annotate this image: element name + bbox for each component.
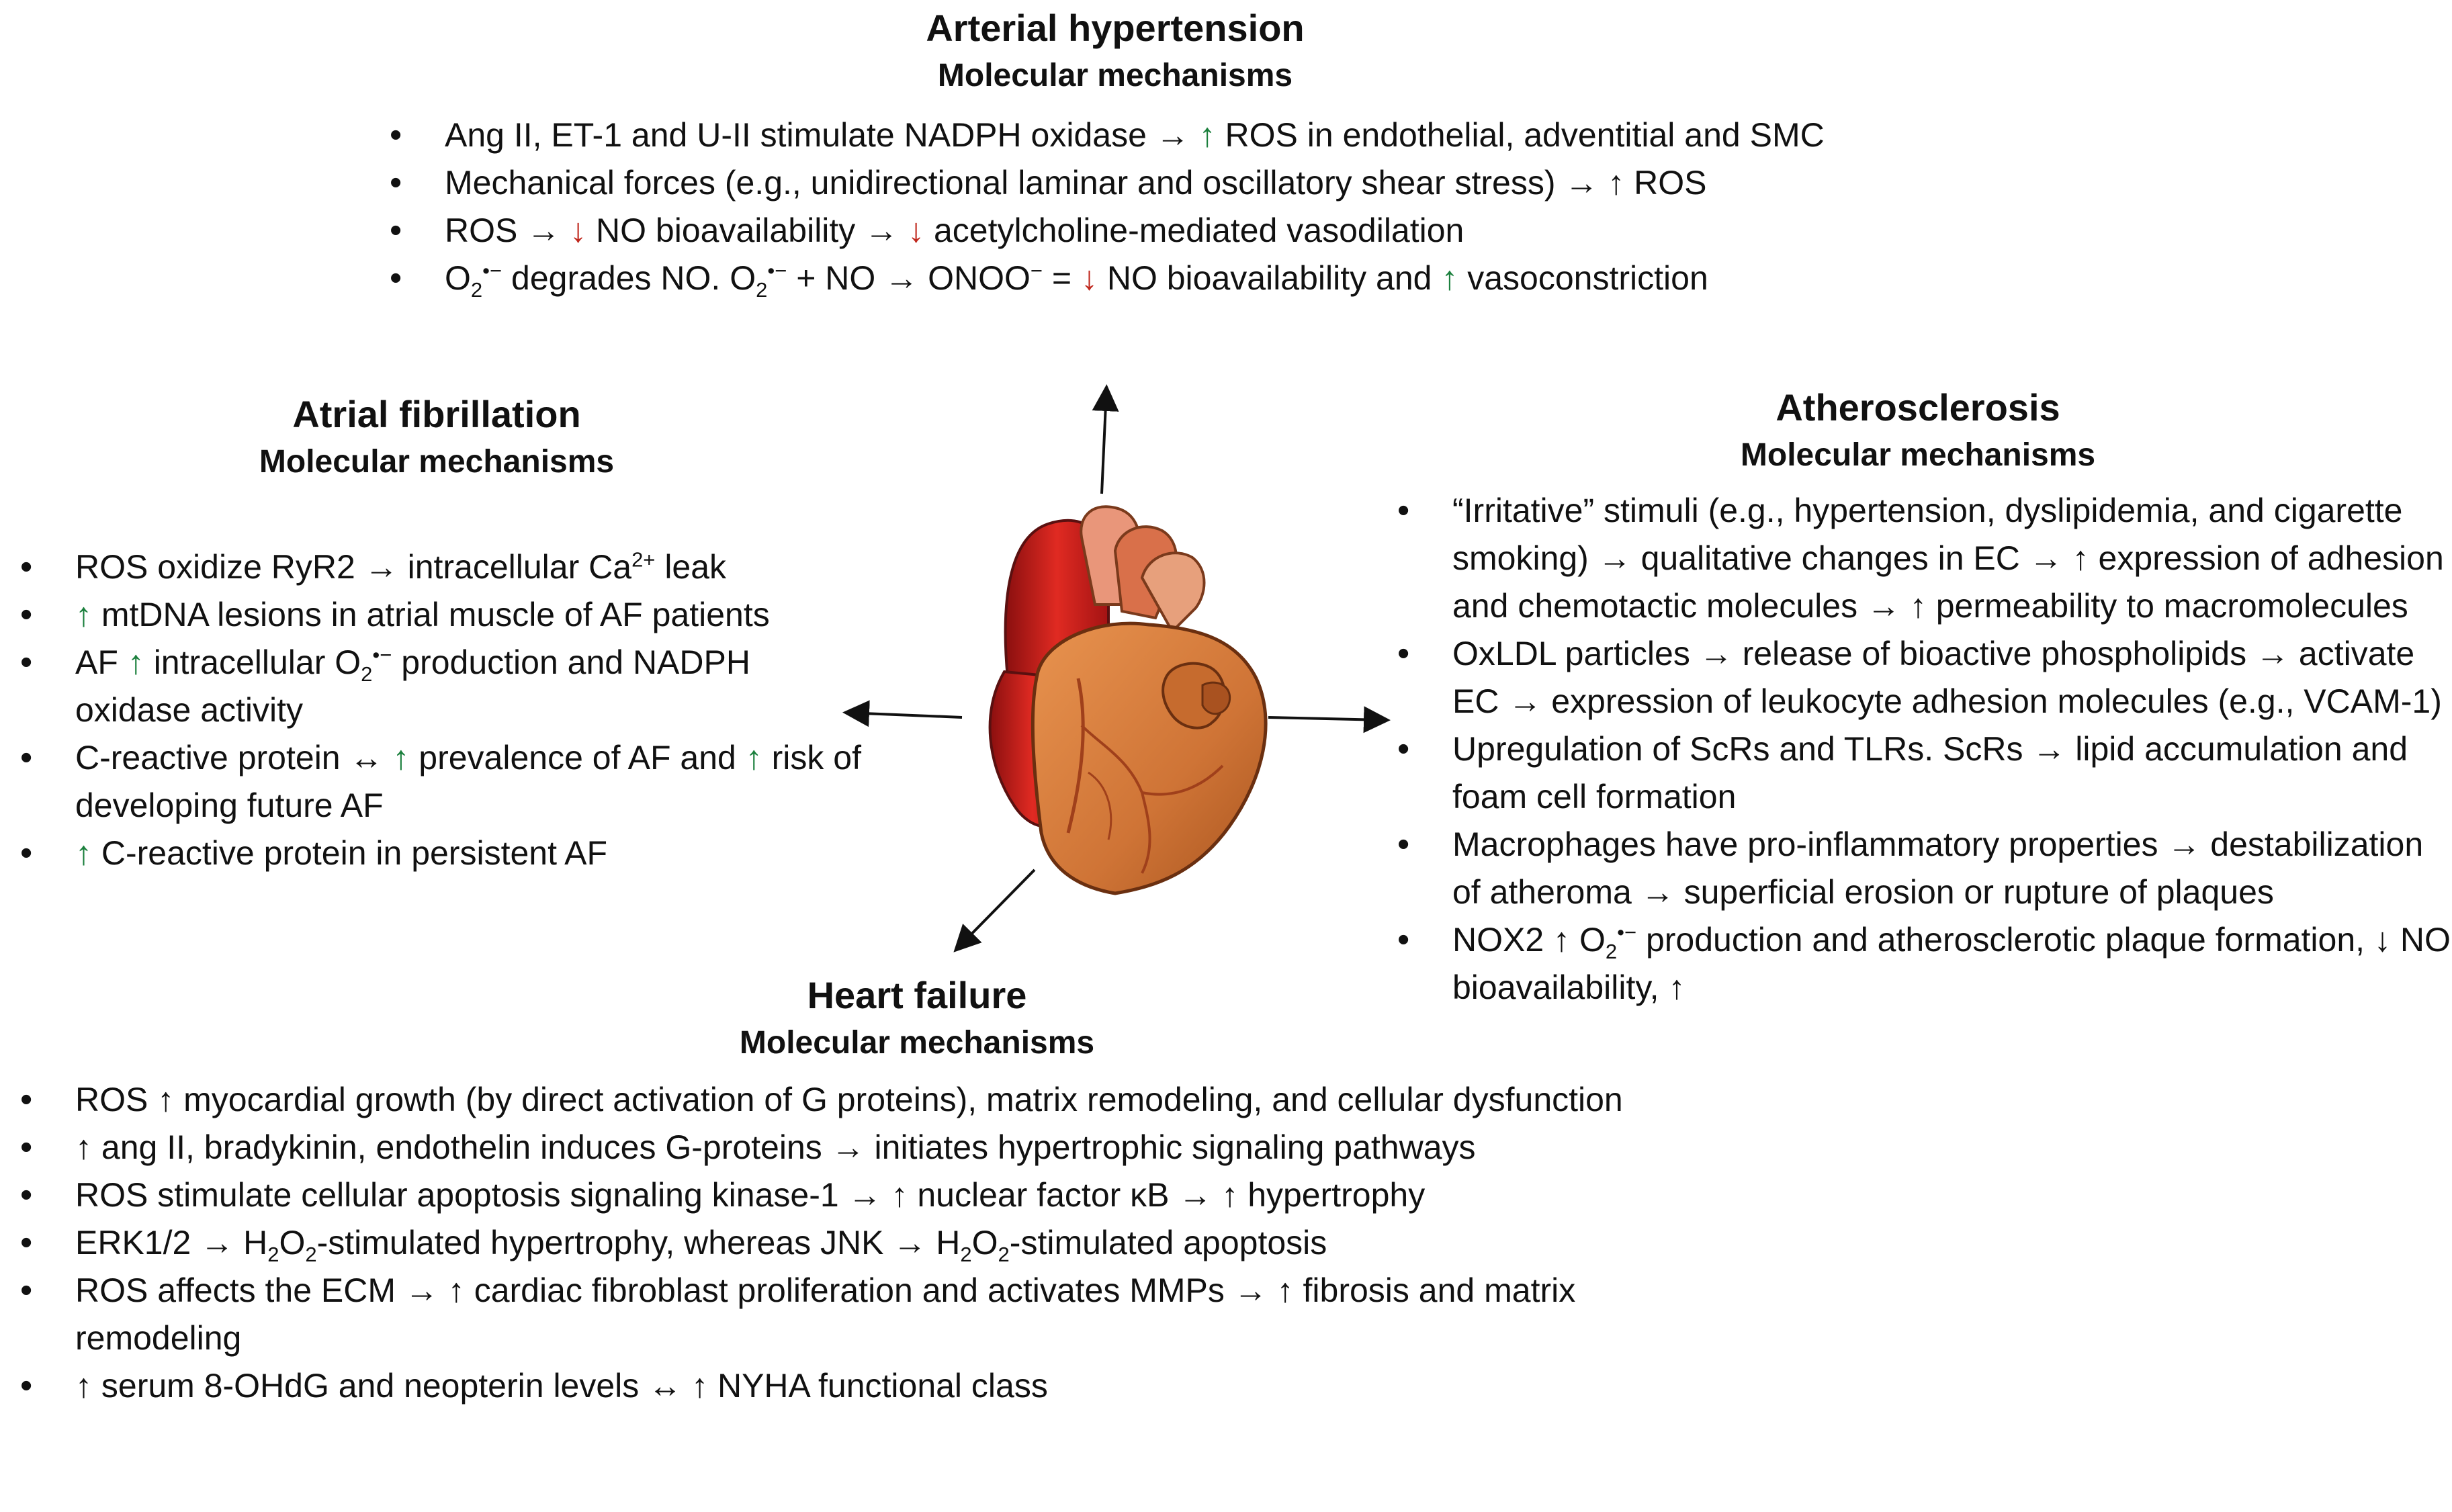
list-item: • Mechanical forces (e.g., unidirectional laminar and oscillatory shear stress) → ↑ ROS <box>376 159 1921 207</box>
section-title: Arterial hypertension <box>926 7 1305 49</box>
mechanism-list <box>376 112 1921 302</box>
list-item: • Ang II, ET-1 and U-II stimulate NADPH oxidase → ↑ ROS in endothelial, adventitial and SMC <box>376 112 1921 159</box>
list-item: • ROS stimulate cellular apoptosis signaling kinase-1 → ↑ nuclear factor κB → ↑ hypertrophy <box>7 1171 1726 1219</box>
section-title: Heart failure <box>807 974 1027 1016</box>
section-subtitle: Molecular mechanisms <box>739 1025 1095 1061</box>
list-item: • ROS affects the ECM → ↑ cardiac fibroblast proliferation and activates MMPs → ↑ fibrosis and matrix remodeling <box>7 1267 1726 1362</box>
section-arterial-hypertension <box>376 7 1921 302</box>
section-subtitle: Molecular mechanisms <box>259 444 615 480</box>
section-title: Atrial fibrillation <box>292 393 581 435</box>
section-atherosclerosis <box>1384 386 2452 1012</box>
list-item: • ROS ↑ myocardial growth (by direct activation of G proteins), matrix remodeling, and cellular dysfunction <box>7 1076 1726 1124</box>
mechanism-list <box>1384 487 2452 1012</box>
list-item: • Macrophages have pro-inflammatory properties → destabilization of atheroma → superficial erosion or rupture of plaques <box>1384 821 2452 916</box>
list-item: • $ERK1/2 \to H_2O_2$-stimulated hypertrophy, whereas JNK → $H_2O_2$-stimulated apoptosis <box>7 1219 1726 1267</box>
heart-icon <box>990 506 1266 893</box>
list-item: • C-reactive protein ↔ ↑ prevalence of AF and ↑ risk of developing future AF <box>7 734 867 830</box>
list-item: • ↑ mtDNA lesions in atrial muscle of AF patients <box>7 591 867 639</box>
list-item: • ↑ C-reactive protein in persistent AF <box>7 830 867 877</box>
list-item: • $O_2^{•-}$ degrades NO. $O_2^{•-}$ + NO → ONOO− = ↓ NO bioavailability and ↑ vasoconstriction <box>376 255 1921 302</box>
arrow-right-icon <box>1268 717 1385 720</box>
list-item: • NOX2 ↑ $O_2^{•-}$ production and atherosclerotic plaque formation, ↓ NO bioavailability, ↑ <box>1384 916 2452 1012</box>
list-item: • ↑ ang II, bradykinin, endothelin induces G-proteins → initiates hypertrophic signaling pathways <box>7 1124 1726 1171</box>
mechanism-list <box>7 543 867 877</box>
section-title: Atherosclerosis <box>1776 386 2060 429</box>
list-item: • OxLDL particles → release of bioactive phospholipids → activate EC → expression of leukocyte adhesion molecules (e.g., VCAM-1) <box>1384 630 2452 725</box>
list-item: • ↑ serum 8-OHdG and neopterin levels ↔ ↑ NYHA functional class <box>7 1362 1726 1410</box>
list-item: • AF ↑ intracellular $O_2^{•-}$ production and NADPH oxidase activity <box>7 639 867 734</box>
section-atrial-fibrillation <box>7 393 867 877</box>
list-item: • “Irritative” stimuli (e.g., hypertension, dyslipidemia, and cigarette smoking) → qualitative changes in EC → ↑ expression of adhesion and chemotactic molecules → ↑ permeability to macromolecules <box>1384 487 2452 630</box>
section-subtitle: Molecular mechanisms <box>937 58 1293 94</box>
list-item: • ROS → ↓ NO bioavailability → ↓ acetylcholine-mediated vasodilation <box>376 207 1921 255</box>
arrow-up-icon <box>1102 390 1106 494</box>
section-subtitle: Molecular mechanisms <box>1740 437 2096 474</box>
mechanism-list <box>7 1076 1726 1410</box>
list-item: • Upregulation of ScRs and TLRs. ScRs → lipid accumulation and foam cell formation <box>1384 725 2452 821</box>
arrow-down-left-icon <box>957 870 1035 948</box>
section-heart-failure <box>7 974 1726 1410</box>
list-item: • ROS oxidize RyR2 → intracellular $Ca^{2+}$ leak <box>7 543 867 591</box>
